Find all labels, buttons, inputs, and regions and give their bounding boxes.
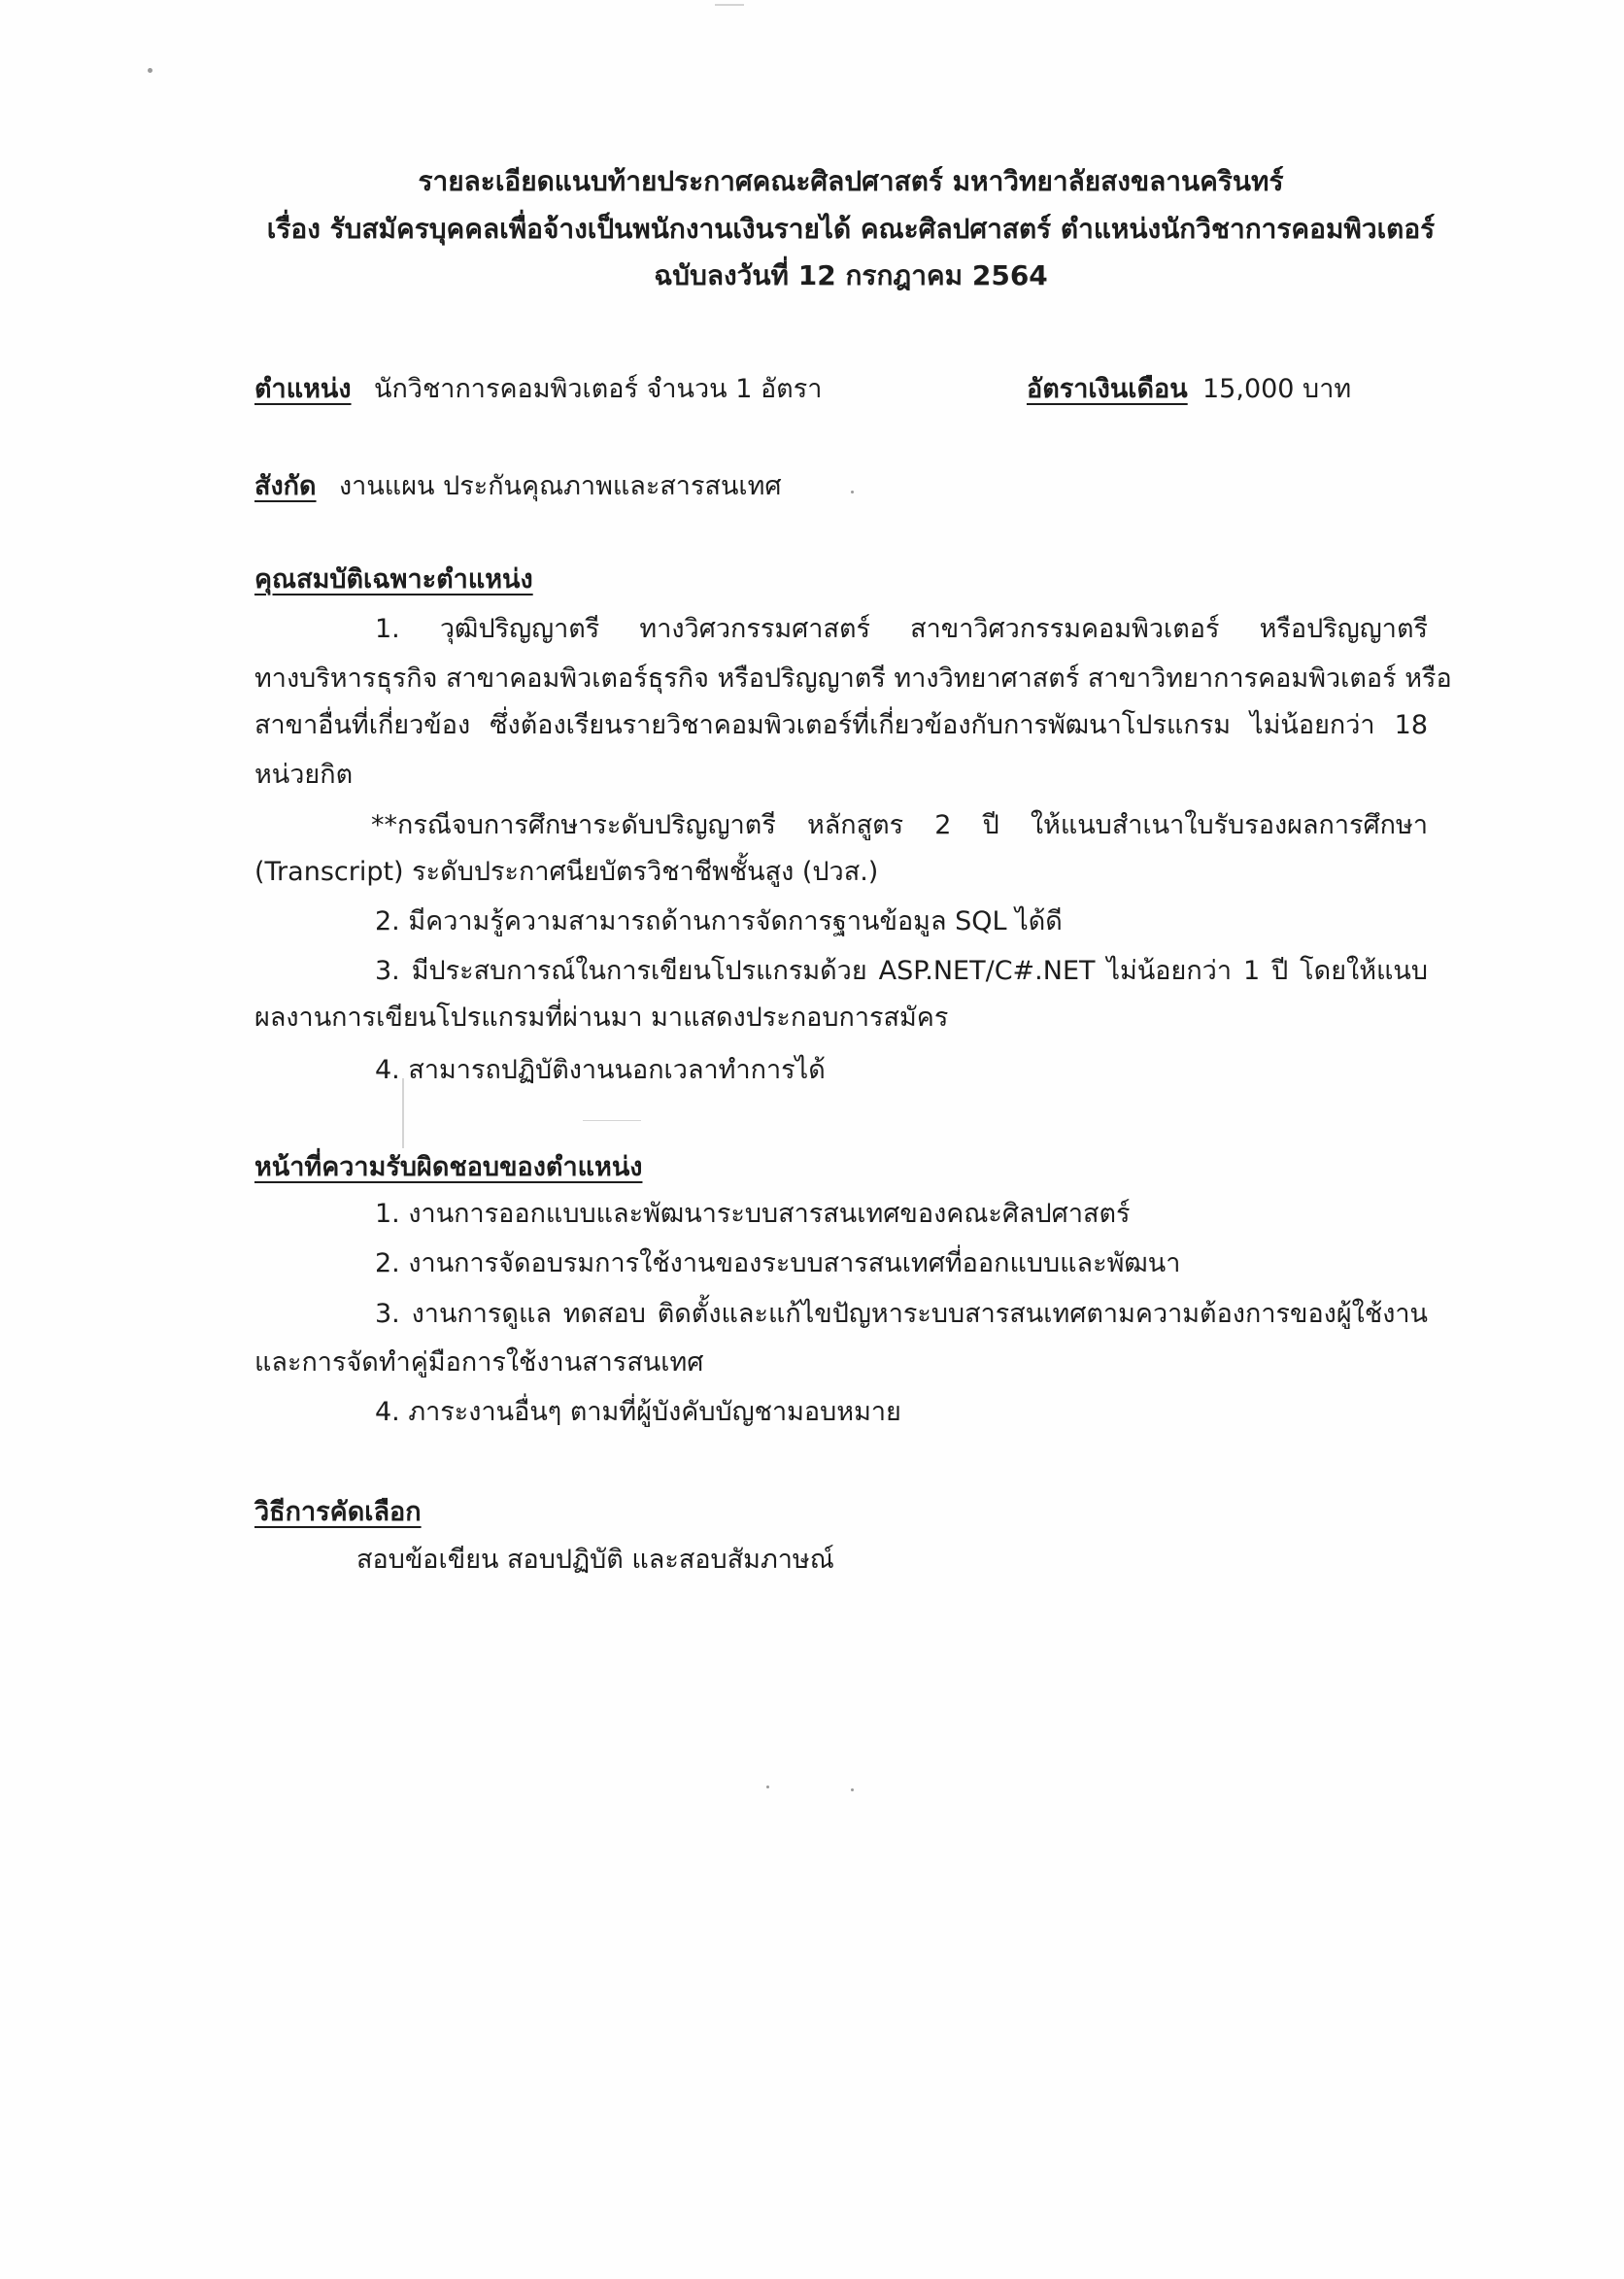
document-title-line-3: ฉบับลงวันที่ 12 กรกฎาคม 2564 <box>654 259 1048 291</box>
scan-speck <box>766 1786 769 1788</box>
document-title-line-1: รายละเอียดแนบท้ายประกาศคณะศิลปศาสตร์ มหาวิทยาลัยสงขลานครินทร์ <box>418 165 1284 197</box>
selection-text: สอบข้อเขียน สอบปฏิบัติ และสอบสัมภาษณ์ <box>356 1545 834 1575</box>
salary-value: 15,000 บาท <box>1202 374 1352 404</box>
scan-speck <box>851 1788 854 1791</box>
affiliation-value: งานแผน ประกันคุณภาพและสารสนเทศ <box>339 471 782 501</box>
duty-1-line-1: 1. งานการออกแบบและพัฒนาระบบสารสนเทศของคณะศิลปศาสตร์ <box>375 1199 1131 1229</box>
document-title-line-2: เรื่อง รับสมัครบุคคลเพื่อจ้างเป็นพนักงานเงินรายได้ คณะศิลปศาสตร์ ตำแหน่งนักวิชาการคอมพิวเตอร์ <box>266 213 1436 245</box>
position-label: ตำแหน่ง <box>254 374 352 404</box>
qualification-3-line-1: 3. มีประสบการณ์ในการเขียนโปรแกรมด้วย ASP.NET/C#.NET ไม่น้อยกว่า 1 ปี โดยให้แนบ <box>375 956 1428 986</box>
selection-heading: วิธีการคัดเลือก <box>254 1497 422 1527</box>
qualification-1-line-1: 1. วุฒิปริญญาตรี ทางวิศวกรรมศาสตร์ สาขาวิศวกรรมคอมพิวเตอร์ หรือปริญญาตรี <box>375 614 1428 644</box>
duty-2-line-1: 2. งานการจัดอบรมการใช้งานของระบบสารสนเทศที่ออกแบบและพัฒนา <box>375 1248 1181 1278</box>
salary-label: อัตราเงินเดือน <box>1027 374 1188 404</box>
duties-heading: หน้าที่ความรับผิดชอบของตำแหน่ง <box>254 1152 643 1182</box>
position-value: นักวิชาการคอมพิวเตอร์ จำนวน 1 อัตรา <box>374 374 823 404</box>
scan-speck <box>851 491 854 493</box>
qualification-1-line-2: ทางบริหารธุรกิจ สาขาคอมพิวเตอร์ธุรกิจ หรือปริญญาตรี ทางวิทยาศาสตร์ สาขาวิทยาการคอมพิวเตอร์ หรือ <box>254 663 1452 694</box>
qualifications-heading: คุณสมบัติเฉพาะตำแหน่ง <box>254 564 533 595</box>
scan-speck <box>148 68 152 73</box>
duty-4-line-1: 4. ภาระงานอื่นๆ ตามที่ผู้บังคับบัญชามอบหมาย <box>375 1397 901 1427</box>
duty-3-line-1: 3. งานการดูแล ทดสอบ ติดตั้งและแก้ไขปัญหาระบบสารสนเทศตามความต้องการของผู้ใช้งาน <box>375 1299 1428 1329</box>
qualification-4-line-1: 4. สามารถปฏิบัติงานนอกเวลาทำการได้ <box>375 1055 826 1085</box>
qualification-note-line-2: (Transcript) ระดับประกาศนียบัตรวิชาชีพชั้นสูง (ปวส.) <box>254 857 879 887</box>
scan-streak <box>583 1120 641 1121</box>
qualification-3-line-2: ผลงานการเขียนโปรแกรมที่ผ่านมา มาแสดงประกอบการสมัคร <box>254 1003 949 1033</box>
qualification-note-line-1: **กรณีจบการศึกษาระดับปริญญาตรี หลักสูตร 2 ปี ให้แนบสำเนาใบรับรองผลการศึกษา <box>371 810 1428 840</box>
affiliation-label: สังกัด <box>254 471 317 501</box>
qualification-1-line-4: หน่วยกิต <box>254 760 354 790</box>
duty-3-line-2: และการจัดทำคู่มือการใช้งานสารสนเทศ <box>254 1347 704 1378</box>
scan-mark-top <box>715 4 744 6</box>
qualification-1-line-3: สาขาอื่นที่เกี่ยวข้อง ซึ่งต้องเรียนรายวิชาคอมพิวเตอร์ที่เกี่ยวข้องกับการพัฒนาโปรแกรม ไม่น้อยกว่า 18 <box>254 710 1428 740</box>
qualification-2-line-1: 2. มีความรู้ความสามารถด้านการจัดการฐานข้อมูล SQL ได้ดี <box>375 906 1063 936</box>
